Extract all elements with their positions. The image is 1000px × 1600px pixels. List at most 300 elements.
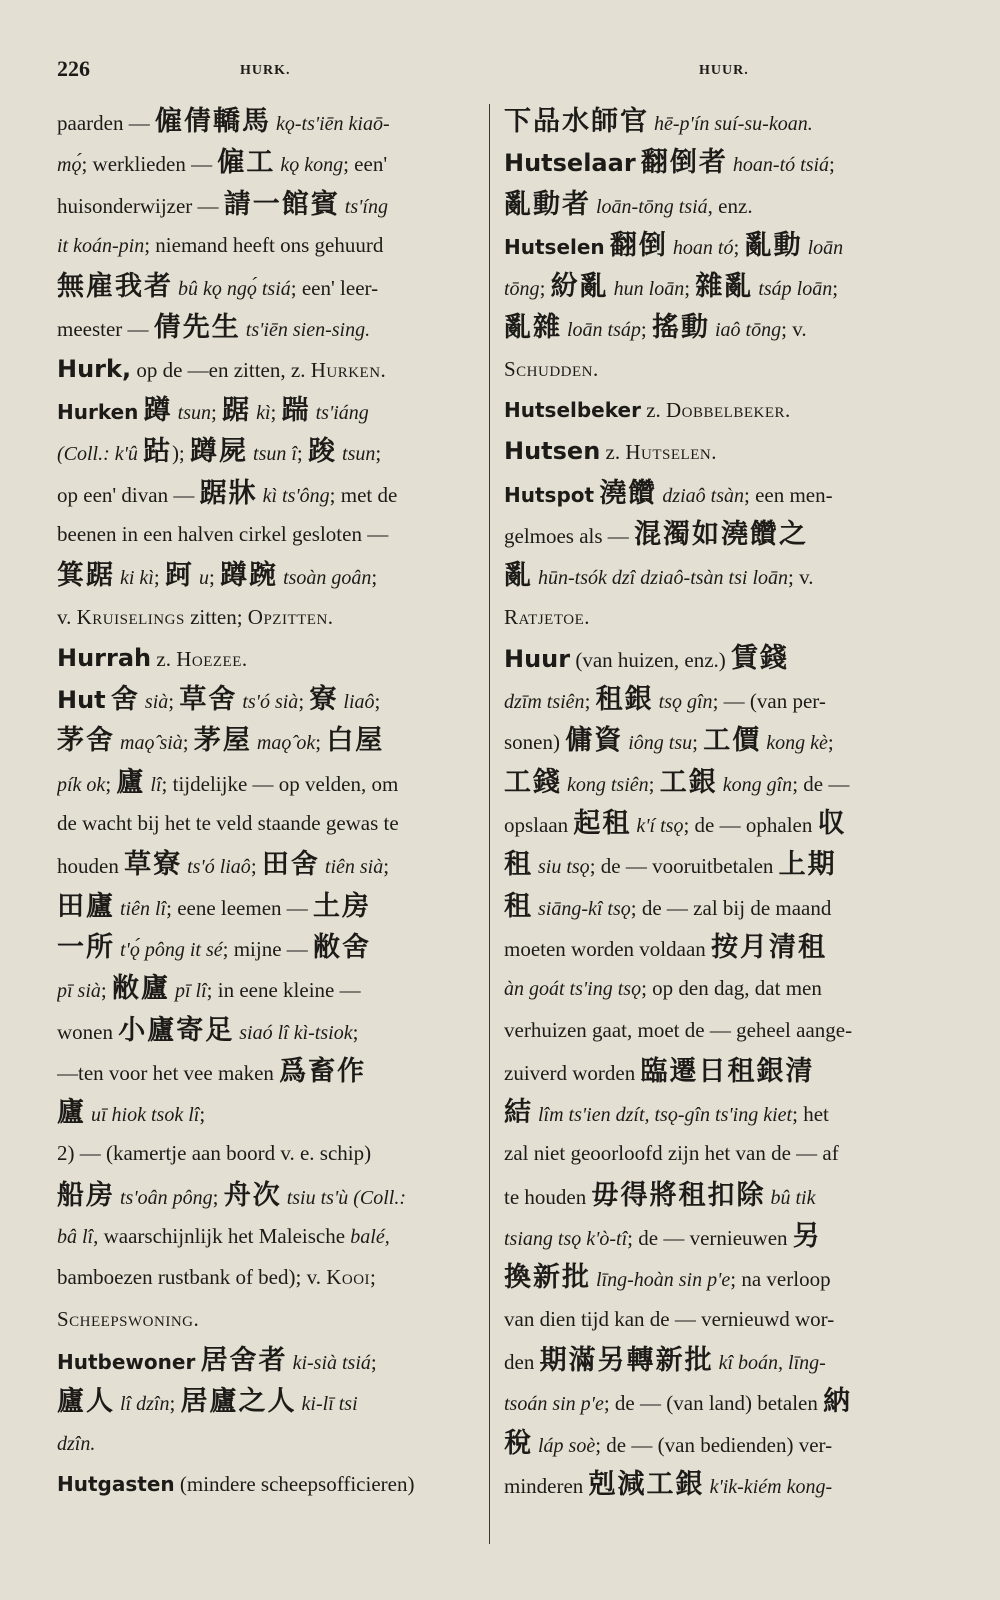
romanization: tsun î xyxy=(248,443,297,466)
text-line xyxy=(57,1464,483,1505)
text-segment: ; — (van per- xyxy=(712,689,826,714)
text-segment: z. xyxy=(600,440,626,465)
text-line xyxy=(504,1257,928,1298)
text-line xyxy=(504,844,928,885)
text-segment: ; xyxy=(371,565,378,590)
romanization: ki-sià tsiá xyxy=(287,1351,371,1374)
romanization: kî boán, līng- xyxy=(713,1351,826,1374)
text-segment: ; xyxy=(168,689,180,714)
chinese-characters: 傭資 xyxy=(565,725,624,757)
text-line xyxy=(57,142,483,183)
chinese-characters: 船房 xyxy=(57,1179,115,1211)
text-segment: —ten voor het vee maken xyxy=(57,1060,280,1085)
chinese-characters: 結 xyxy=(504,1097,533,1129)
text-line xyxy=(504,1464,928,1505)
text-segment: v. xyxy=(57,604,77,629)
text-segment: (van huizen, enz.) xyxy=(570,647,732,672)
romanization: ts'iáng xyxy=(310,402,369,425)
text-line xyxy=(504,638,928,679)
text-segment: ; xyxy=(208,565,221,590)
right-guide-word: HUUR. xyxy=(699,63,749,78)
chinese-characters: 紛亂 xyxy=(550,271,609,303)
romanization: dzîn. xyxy=(57,1432,96,1455)
cross-reference: Kruiselings xyxy=(76,604,185,629)
text-segment: ; eene leemen — xyxy=(166,895,314,920)
romanization: t'ǫ́ pông it sé xyxy=(115,938,223,961)
chinese-characters: 工錢 xyxy=(504,766,562,798)
romanization: àn goát ts'ing tsǫ xyxy=(504,978,642,1001)
text-line xyxy=(57,968,483,1009)
text-line xyxy=(504,514,928,555)
romanization: kong kè xyxy=(761,732,828,755)
text-line xyxy=(57,1340,483,1381)
text-line xyxy=(57,266,483,307)
headword: Hutgasten xyxy=(57,1471,175,1496)
text-segment: ; na verloop xyxy=(730,1267,831,1292)
chinese-characters: 租銀 xyxy=(595,684,654,716)
chinese-characters: 居舍者 xyxy=(200,1344,288,1376)
text-line xyxy=(57,844,483,885)
romanization: maǫ̂ ok xyxy=(251,732,316,755)
text-line xyxy=(504,307,928,348)
text-segment: ; de — xyxy=(792,771,850,796)
romanization: tsǫ gîn xyxy=(653,691,713,714)
text-line xyxy=(504,803,928,844)
text-line xyxy=(504,390,928,431)
text-segment: ; de — zal bij de maand xyxy=(630,895,832,920)
chinese-characters: 舟次 xyxy=(223,1179,282,1211)
romanization: lî xyxy=(145,773,162,796)
text-line xyxy=(57,431,483,472)
romanization: sià xyxy=(139,691,169,714)
text-segment: houden xyxy=(57,854,125,879)
text-line xyxy=(57,762,483,803)
chinese-characters: 寮 xyxy=(309,684,339,716)
text-segment: moeten worden voldaan xyxy=(504,936,712,961)
text-segment: wonen xyxy=(57,1019,119,1044)
romanization: mǫ́ xyxy=(57,154,82,177)
text-segment: ; mijne — xyxy=(222,936,314,961)
romanization: hē-p'ín suí-su-koan. xyxy=(649,113,813,135)
text-segment: ; xyxy=(212,1184,224,1209)
text-line xyxy=(57,101,483,142)
text-line xyxy=(504,720,928,761)
romanization: iông tsu xyxy=(623,732,693,755)
text-segment: ; xyxy=(100,978,112,1003)
chinese-characters: 踹 xyxy=(281,395,311,427)
chinese-characters: 僱工 xyxy=(217,147,276,179)
chinese-characters: 舍 xyxy=(110,684,140,716)
chinese-characters: 租 xyxy=(504,849,533,881)
text-segment: ; het xyxy=(792,1102,829,1127)
text-line xyxy=(57,1092,483,1133)
text-segment: ; xyxy=(584,689,596,714)
romanization: bû kǫ ngǫ́ tsiá xyxy=(173,278,291,301)
text-line xyxy=(504,1175,928,1216)
headword: Hurk, xyxy=(57,354,132,383)
chinese-characters: 雜亂 xyxy=(695,271,754,303)
cross-reference: Hoezee. xyxy=(176,646,248,671)
chinese-characters: 踞牀 xyxy=(199,477,258,509)
chinese-characters: 賃錢 xyxy=(731,642,790,674)
romanization: hoan tó xyxy=(667,236,734,259)
text-segment: ; xyxy=(298,689,310,714)
text-line xyxy=(504,1216,928,1257)
romanization: (Coll.: xyxy=(348,1186,407,1209)
chinese-characters: 廬人 xyxy=(57,1386,115,1418)
headword: Hutselen xyxy=(504,234,605,259)
chinese-characters: 稅 xyxy=(504,1427,533,1459)
text-segment: ; de — vernieuwen xyxy=(627,1226,793,1251)
text-segment: ; xyxy=(352,1019,359,1044)
cross-reference: Scheepswoning. xyxy=(57,1306,200,1331)
text-segment: ; xyxy=(169,1391,181,1416)
chinese-characters: 亂動者 xyxy=(504,188,591,220)
headword: Huur xyxy=(504,644,571,673)
romanization: lî dzîn xyxy=(115,1393,170,1416)
chinese-characters: 混濁如澆饡之 xyxy=(634,518,809,550)
romanization: balé, xyxy=(350,1226,390,1249)
chinese-characters: 爲畜作 xyxy=(279,1055,367,1087)
text-segment: ; xyxy=(692,730,704,755)
text-line xyxy=(504,1299,928,1340)
cross-reference: Dobbelbeker. xyxy=(666,398,791,423)
chinese-characters: 草舍 xyxy=(179,684,238,716)
text-line xyxy=(504,597,928,638)
text-segment: , waarschijnlijk het Maleische xyxy=(93,1224,351,1249)
text-segment: ; xyxy=(375,441,382,466)
text-segment: ; in eene kleine — xyxy=(206,978,361,1003)
chinese-characters: 居廬之人 xyxy=(180,1386,297,1418)
text-line xyxy=(504,762,928,803)
headword: Hutsen xyxy=(504,437,601,466)
page-header xyxy=(57,56,945,86)
chinese-characters: 草寮 xyxy=(124,849,183,881)
text-segment: ; tijdelijke — op velden, om xyxy=(161,771,399,796)
text-line xyxy=(504,1051,928,1092)
chinese-characters: 田舍 xyxy=(261,849,320,881)
chinese-characters: 跒 xyxy=(164,560,194,592)
text-line xyxy=(57,679,483,720)
romanization: kǫ-ts'iēn kiaō- xyxy=(270,113,390,135)
left-column xyxy=(57,101,483,1505)
text-segment: ; met de xyxy=(329,482,398,507)
text-line xyxy=(57,720,483,761)
text-segment: 2) — (kamertje aan boord v. e. schip) xyxy=(57,1141,372,1166)
text-line xyxy=(57,1423,483,1464)
text-line xyxy=(504,142,928,183)
text-line xyxy=(57,1051,483,1092)
text-segment: op de —en zitten, z. xyxy=(131,357,311,382)
text-line xyxy=(504,1010,928,1051)
text-line xyxy=(57,225,483,266)
chinese-characters: 納 xyxy=(823,1386,853,1418)
chinese-characters: 亂動 xyxy=(744,229,803,261)
text-segment: z. xyxy=(640,398,667,423)
chinese-characters: 箕踞 xyxy=(57,560,115,592)
cross-reference: Kooi; xyxy=(326,1265,377,1290)
romanization: bâ lî xyxy=(57,1226,94,1249)
romanization: tiên lî xyxy=(115,897,167,920)
chinese-characters: 僱倩轎馬 xyxy=(154,106,271,137)
text-segment: bamboezen rustbank of bed); v. xyxy=(57,1265,327,1290)
chinese-characters: 蹲屍 xyxy=(190,436,249,468)
romanization: kong gîn xyxy=(717,773,793,796)
text-segment: zitten; xyxy=(184,604,248,629)
text-segment: paarden — xyxy=(57,111,155,135)
romanization: siu tsǫ xyxy=(533,856,590,879)
text-segment: ; xyxy=(370,1349,377,1374)
text-segment: ; xyxy=(153,565,165,590)
text-segment: meester — xyxy=(57,317,154,342)
chinese-characters: 換新批 xyxy=(504,1262,591,1294)
romanization: kǫ kong xyxy=(275,154,344,177)
text-line xyxy=(57,349,483,390)
text-segment: ; xyxy=(211,400,223,425)
romanization: tsiang tsǫ k'ò-tî xyxy=(504,1228,628,1251)
romanization: k'í tsǫ xyxy=(631,815,684,838)
romanization: láp soè xyxy=(533,1434,596,1457)
text-segment: ; de — ophalen xyxy=(683,813,818,838)
text-segment: op een' divan — xyxy=(57,482,200,507)
text-line xyxy=(57,514,483,555)
text-segment: beenen in een halven cirkel gesloten — xyxy=(57,521,389,546)
romanization: hoan-tó tsiá xyxy=(727,154,830,177)
text-line xyxy=(504,1133,928,1174)
text-line xyxy=(504,1423,928,1464)
text-line xyxy=(57,638,483,679)
text-line xyxy=(504,886,928,927)
text-segment: ; xyxy=(733,234,745,259)
text-line xyxy=(504,349,928,390)
romanization: tsoàn goân xyxy=(278,567,372,590)
chinese-characters: 澆饡 xyxy=(599,477,658,509)
headword: Hurken xyxy=(57,400,139,425)
text-segment: zal niet geoorloofd zijn het van de — af xyxy=(504,1141,839,1166)
romanization: ts'ó liaô xyxy=(182,856,251,879)
text-segment: (mindere scheepsofficieren) xyxy=(174,1471,415,1496)
chinese-characters: 請一館賓 xyxy=(223,188,340,220)
chinese-characters: 廬 xyxy=(116,766,146,798)
text-line xyxy=(504,1381,928,1422)
text-segment: ; op den dag, dat men xyxy=(641,976,822,1001)
text-segment: ); xyxy=(171,441,191,466)
text-line xyxy=(57,184,483,225)
romanization: hūn-tsók dzî dziaô-tsàn tsi loān xyxy=(533,567,789,590)
text-segment: ; xyxy=(199,1102,206,1127)
text-segment: ; de — (van land) betalen xyxy=(603,1391,824,1416)
romanization: loān tsáp xyxy=(562,319,641,342)
headword: Hutselaar xyxy=(504,149,636,178)
text-segment: gelmoes als — xyxy=(504,523,635,548)
chinese-characters: 亂 xyxy=(504,560,533,592)
chinese-characters: 臨遷日租銀清 xyxy=(640,1055,815,1087)
romanization: kì ts'ông xyxy=(257,484,330,507)
chinese-characters: 搖動 xyxy=(652,312,710,344)
romanization: tōng xyxy=(504,278,540,301)
text-line xyxy=(504,679,928,720)
text-segment: ; werklieden — xyxy=(81,152,218,177)
romanization: maǫ̂ sià xyxy=(115,732,183,755)
text-segment: ; xyxy=(250,854,262,879)
text-line xyxy=(57,803,483,844)
chinese-characters: 踞 xyxy=(222,395,252,427)
chinese-characters: 上期 xyxy=(778,849,837,881)
romanization: pī sià xyxy=(57,980,101,1003)
chinese-characters: 田廬 xyxy=(57,890,115,922)
chinese-characters: 工價 xyxy=(703,725,762,757)
text-segment: ; een men- xyxy=(744,482,833,507)
text-segment: ; xyxy=(105,771,117,796)
text-line xyxy=(57,555,483,596)
text-line xyxy=(57,886,483,927)
romanization: liaô xyxy=(338,691,375,714)
cross-reference: Schudden. xyxy=(504,356,599,381)
romanization: ts'íng xyxy=(339,195,388,218)
text-line xyxy=(57,1299,483,1340)
text-line xyxy=(504,473,928,514)
chinese-characters: 起租 xyxy=(573,808,632,840)
text-line xyxy=(57,1010,483,1051)
text-segment: ; v. xyxy=(781,317,807,342)
romanization: bû tik xyxy=(765,1186,816,1209)
text-segment: ; xyxy=(827,730,834,755)
text-segment: ; xyxy=(383,854,390,879)
text-line xyxy=(504,1340,928,1381)
chinese-characters: 倩先生 xyxy=(153,312,241,344)
chinese-characters: 収 xyxy=(817,808,847,840)
chinese-characters: 按月清租 xyxy=(711,931,828,963)
text-segment: verhuizen gaat, moet de — geheel aange- xyxy=(504,1017,853,1042)
chinese-characters: 剋減工銀 xyxy=(588,1468,705,1500)
cross-reference: Hurken. xyxy=(310,357,387,382)
romanization: tsáp loān xyxy=(753,278,833,301)
text-line xyxy=(57,473,483,514)
text-segment: minderen xyxy=(504,1473,589,1498)
text-segment: ; de — vooruitbetalen xyxy=(589,854,779,879)
romanization: u xyxy=(193,567,209,590)
text-segment: ; xyxy=(182,730,194,755)
text-line xyxy=(57,1257,483,1298)
text-line xyxy=(57,1133,483,1174)
chinese-characters: 租 xyxy=(504,890,533,922)
romanization: iaô tōng xyxy=(710,319,782,342)
romanization: pík ok xyxy=(57,773,106,796)
cross-reference: Ratjetoe. xyxy=(504,604,590,629)
chinese-characters: 無雇我者 xyxy=(57,271,173,303)
text-line xyxy=(57,307,483,348)
romanization: tsiu ts'ù xyxy=(281,1186,349,1209)
chinese-characters: 踆 xyxy=(308,436,338,468)
text-segment: ; xyxy=(640,317,652,342)
text-line xyxy=(504,184,928,225)
romanization: k'ik-kiém kong- xyxy=(704,1475,833,1498)
text-segment: opslaan xyxy=(504,813,574,838)
chinese-characters: 一所 xyxy=(57,931,115,963)
text-segment: van dien tijd kan de — vernieuwd wor- xyxy=(504,1306,835,1331)
chinese-characters: 蹲 xyxy=(143,395,173,427)
text-segment: ; xyxy=(539,276,551,301)
chinese-characters: 敝舍 xyxy=(313,931,372,963)
headword: Hurrah xyxy=(57,643,152,672)
right-column xyxy=(504,101,928,1505)
text-segment: sonen) xyxy=(504,730,566,755)
text-segment: ; xyxy=(829,152,835,177)
text-segment: ; de — (van bedienden) ver- xyxy=(595,1432,833,1457)
romanization: dzīm tsiên xyxy=(504,691,585,714)
headword: Hutbewoner xyxy=(57,1349,196,1374)
cross-reference: Hutselen. xyxy=(625,440,717,465)
romanization: līng-hoàn sin p'e xyxy=(591,1269,731,1292)
romanization: hun loān xyxy=(608,278,685,301)
text-line xyxy=(504,431,928,472)
text-line xyxy=(504,555,928,596)
text-segment: ; een' leer- xyxy=(290,276,379,301)
headword: Hut xyxy=(57,686,106,715)
column-divider xyxy=(489,104,490,1544)
romanization: loān xyxy=(802,236,844,259)
romanization: it koán-pin xyxy=(57,234,145,257)
cross-reference: Opzitten. xyxy=(247,604,334,629)
romanization: tiên sià xyxy=(319,856,384,879)
text-line xyxy=(504,968,928,1009)
romanization: lîm ts'ien dzít, tsǫ-gîn ts'ing kiet xyxy=(533,1104,793,1127)
chinese-characters: 茅屋 xyxy=(193,725,252,757)
chinese-characters: 毋得將租扣除 xyxy=(591,1179,766,1211)
text-line xyxy=(504,225,928,266)
text-segment: ; xyxy=(832,276,839,301)
chinese-characters: 下品水師官 xyxy=(504,106,649,137)
chinese-characters: 期滿另轉新批 xyxy=(539,1344,714,1376)
text-segment: den xyxy=(504,1349,540,1374)
text-segment: ; xyxy=(270,400,282,425)
text-segment: zuiverd worden xyxy=(504,1060,641,1085)
chinese-characters: 工銀 xyxy=(659,766,718,798)
text-segment: ; v. xyxy=(788,565,814,590)
chinese-characters: 亂雜 xyxy=(504,312,562,344)
romanization: pī lî xyxy=(170,980,207,1003)
page-number: 226 xyxy=(57,56,90,81)
text-line xyxy=(504,1092,928,1133)
text-segment: ; niemand heeft ons gehuurd xyxy=(144,232,384,257)
text-line xyxy=(504,266,928,307)
text-segment: huisonderwijzer — xyxy=(57,193,224,218)
text-line xyxy=(57,390,483,431)
romanization: kong tsiên xyxy=(562,773,649,796)
text-segment: de wacht bij het te veld staande gewas te xyxy=(57,811,399,836)
text-segment: ; xyxy=(374,689,381,714)
romanization: ts'oân pông xyxy=(115,1186,213,1209)
romanization: dziaô tsàn xyxy=(657,484,744,507)
romanization: kì xyxy=(251,402,271,425)
chinese-characters: 小廬寄足 xyxy=(118,1014,235,1046)
romanization: (Coll.: k'û xyxy=(57,443,143,466)
chinese-characters: 土房 xyxy=(313,890,372,922)
text-segment: ; een' xyxy=(343,152,388,177)
chinese-characters: 廬 xyxy=(57,1097,86,1129)
left-guide-word: HURK. xyxy=(240,63,291,78)
text-line xyxy=(57,927,483,968)
chinese-characters: 白屋 xyxy=(326,725,385,757)
chinese-characters: 跍 xyxy=(142,436,172,468)
chinese-characters: 茅舍 xyxy=(57,725,115,757)
chinese-characters: 蹲踠 xyxy=(220,560,279,592)
text-segment: z. xyxy=(151,646,177,671)
text-line xyxy=(504,101,928,142)
romanization: tsun xyxy=(337,443,376,466)
romanization: tsun xyxy=(172,402,211,425)
romanization: ts'iēn sien-sing. xyxy=(240,319,371,342)
